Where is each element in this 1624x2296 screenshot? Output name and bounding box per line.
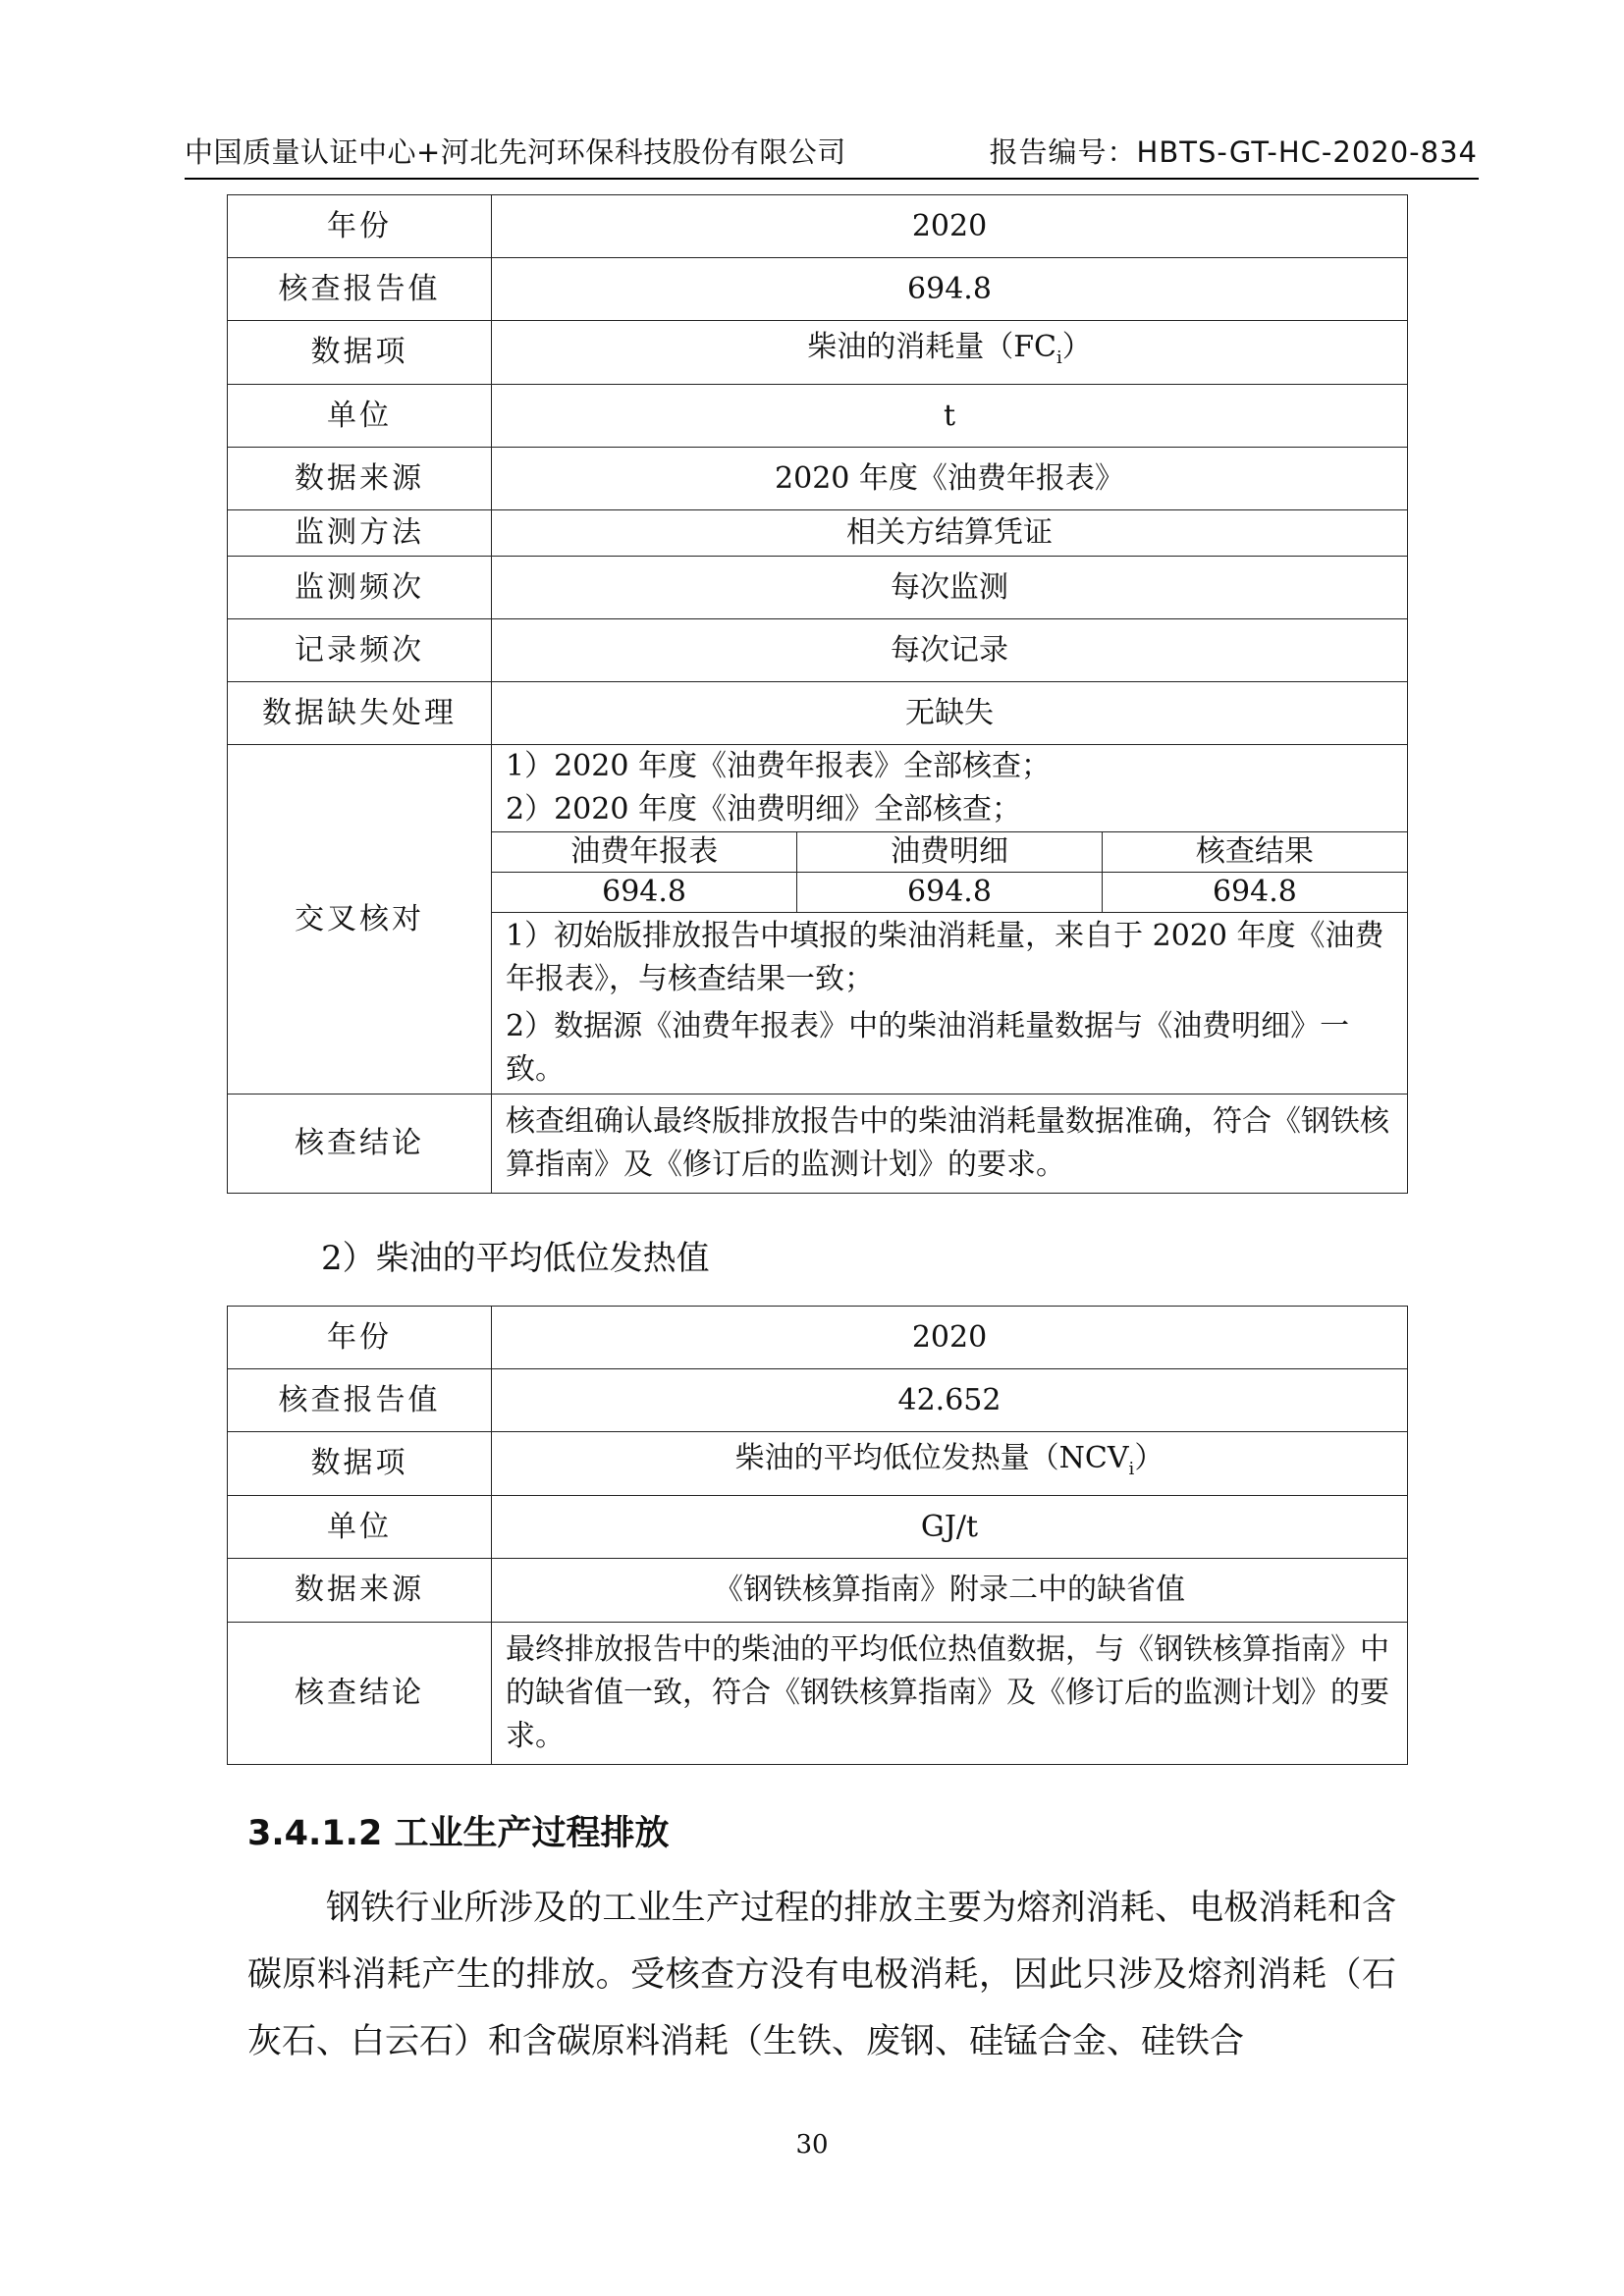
row-label: 数据项 (228, 321, 492, 385)
row-value: 相关方结算凭证 (492, 510, 1408, 557)
data-item-end: ） (1061, 329, 1092, 364)
row-label: 年份 (228, 195, 492, 258)
cross-check-comparison-table (492, 831, 1407, 913)
row-label: 核查报告值 (228, 1369, 492, 1432)
table-row (228, 448, 1408, 510)
table-row (228, 195, 1408, 258)
conclusion-text: 核查组确认最终版排放报告中的柴油消耗量数据准确，符合《钢铁核算指南》及《修订后的监测计划》的要求。 (492, 1095, 1408, 1194)
comparison-header: 油费年报表 (492, 832, 797, 873)
subheading: 2）柴油的平均低位发热值 (321, 1239, 710, 1278)
comparison-header: 油费明细 (797, 832, 1103, 873)
table-row (228, 510, 1408, 557)
row-label: 监测频次 (228, 557, 492, 619)
section-title: 3.4.1.2 工业生产过程排放 (247, 1814, 670, 1853)
row-label: 数据项 (228, 1432, 492, 1496)
header-report-number: 报告编号：HBTS-GT-HC-2020-834 (989, 135, 1478, 169)
page-number: 30 (795, 2130, 829, 2160)
row-label: 数据缺失处理 (228, 682, 492, 745)
table-row (228, 321, 1408, 385)
subscript: i (1128, 1458, 1135, 1479)
row-value: 2020 年度《油费年报表》 (492, 448, 1408, 510)
conclusion-text: 最终排放报告中的柴油的平均低位热值数据，与《钢铁核算指南》中的缺省值一致，符合《钢铁核算指南》及《修订后的监测计划》的要求。 (492, 1623, 1408, 1765)
data-item-end: ） (1134, 1440, 1164, 1475)
table-row (228, 385, 1408, 448)
cross-check-line: 2）2020 年度《油费明细》全部核查； (506, 792, 1021, 827)
row-value: 每次记录 (492, 619, 1408, 682)
subscript: i (1056, 347, 1062, 368)
diesel-consumption-table (227, 194, 1408, 1194)
row-label: 核查结论 (228, 1623, 492, 1765)
row-value (492, 321, 1408, 385)
row-label: 核查结论 (228, 1095, 492, 1194)
comparison-value: 694.8 (797, 873, 1103, 913)
table-row (228, 682, 1408, 745)
conclusion-row (228, 1095, 1408, 1194)
table-row (228, 1432, 1408, 1496)
row-value: 每次监测 (492, 557, 1408, 619)
cross-check-note: 1）初始版排放报告中填报的柴油消耗量，来自于 2020 年度《油费年报表》，与核查结果一致； (506, 919, 1384, 996)
data-item-text: 柴油的消耗量（FC (807, 329, 1056, 364)
row-value: GJ/t (492, 1496, 1408, 1559)
row-label: 核查报告值 (228, 258, 492, 321)
row-value: 《钢铁核算指南》附录二中的缺省值 (492, 1559, 1408, 1623)
table-row (228, 1307, 1408, 1369)
diesel-ncv-table (227, 1306, 1408, 1765)
table-row (228, 1559, 1408, 1623)
row-label: 数据来源 (228, 1559, 492, 1623)
body-paragraph: 钢铁行业所涉及的工业生产过程的排放主要为熔剂消耗、电极消耗和含碳原料消耗产生的排放。受核查方没有电极消耗，因此只涉及熔剂消耗（石灰石、白云石）和含碳原料消耗（生铁、废钢、硅锰合金、硅铁合 (247, 1889, 1396, 2061)
comparison-header: 核查结果 (1102, 832, 1407, 873)
table-row (228, 1496, 1408, 1559)
row-value: 2020 (492, 195, 1408, 258)
table-row (228, 258, 1408, 321)
header-org: 中国质量认证中心+河北先河环保科技股份有限公司 (185, 135, 846, 169)
table-row (228, 557, 1408, 619)
row-label: 年份 (228, 1307, 492, 1369)
row-label: 监测方法 (228, 510, 492, 557)
cross-check-cell (492, 745, 1408, 1095)
table-row (228, 1369, 1408, 1432)
row-label: 数据来源 (228, 448, 492, 510)
data-item-text: 柴油的平均低位发热量（NCV (734, 1440, 1129, 1475)
row-value: t (492, 385, 1408, 448)
header-rule (185, 178, 1479, 180)
row-label: 交叉核对 (228, 745, 492, 1095)
row-value: 42.652 (492, 1369, 1408, 1432)
cross-check-row (228, 745, 1408, 1095)
row-value (492, 1432, 1408, 1496)
comparison-value: 694.8 (1102, 873, 1407, 913)
row-label: 单位 (228, 1496, 492, 1559)
comparison-value: 694.8 (492, 873, 797, 913)
row-value: 无缺失 (492, 682, 1408, 745)
row-label: 单位 (228, 385, 492, 448)
cross-check-line: 1）2020 年度《油费年报表》全部核查； (506, 749, 1051, 783)
row-value: 694.8 (492, 258, 1408, 321)
conclusion-row (228, 1623, 1408, 1765)
table-row (228, 619, 1408, 682)
row-label: 记录频次 (228, 619, 492, 682)
row-value: 2020 (492, 1307, 1408, 1369)
cross-check-note: 2）数据源《油费年报表》中的柴油消耗量数据与《油费明细》一致。 (506, 1009, 1350, 1087)
